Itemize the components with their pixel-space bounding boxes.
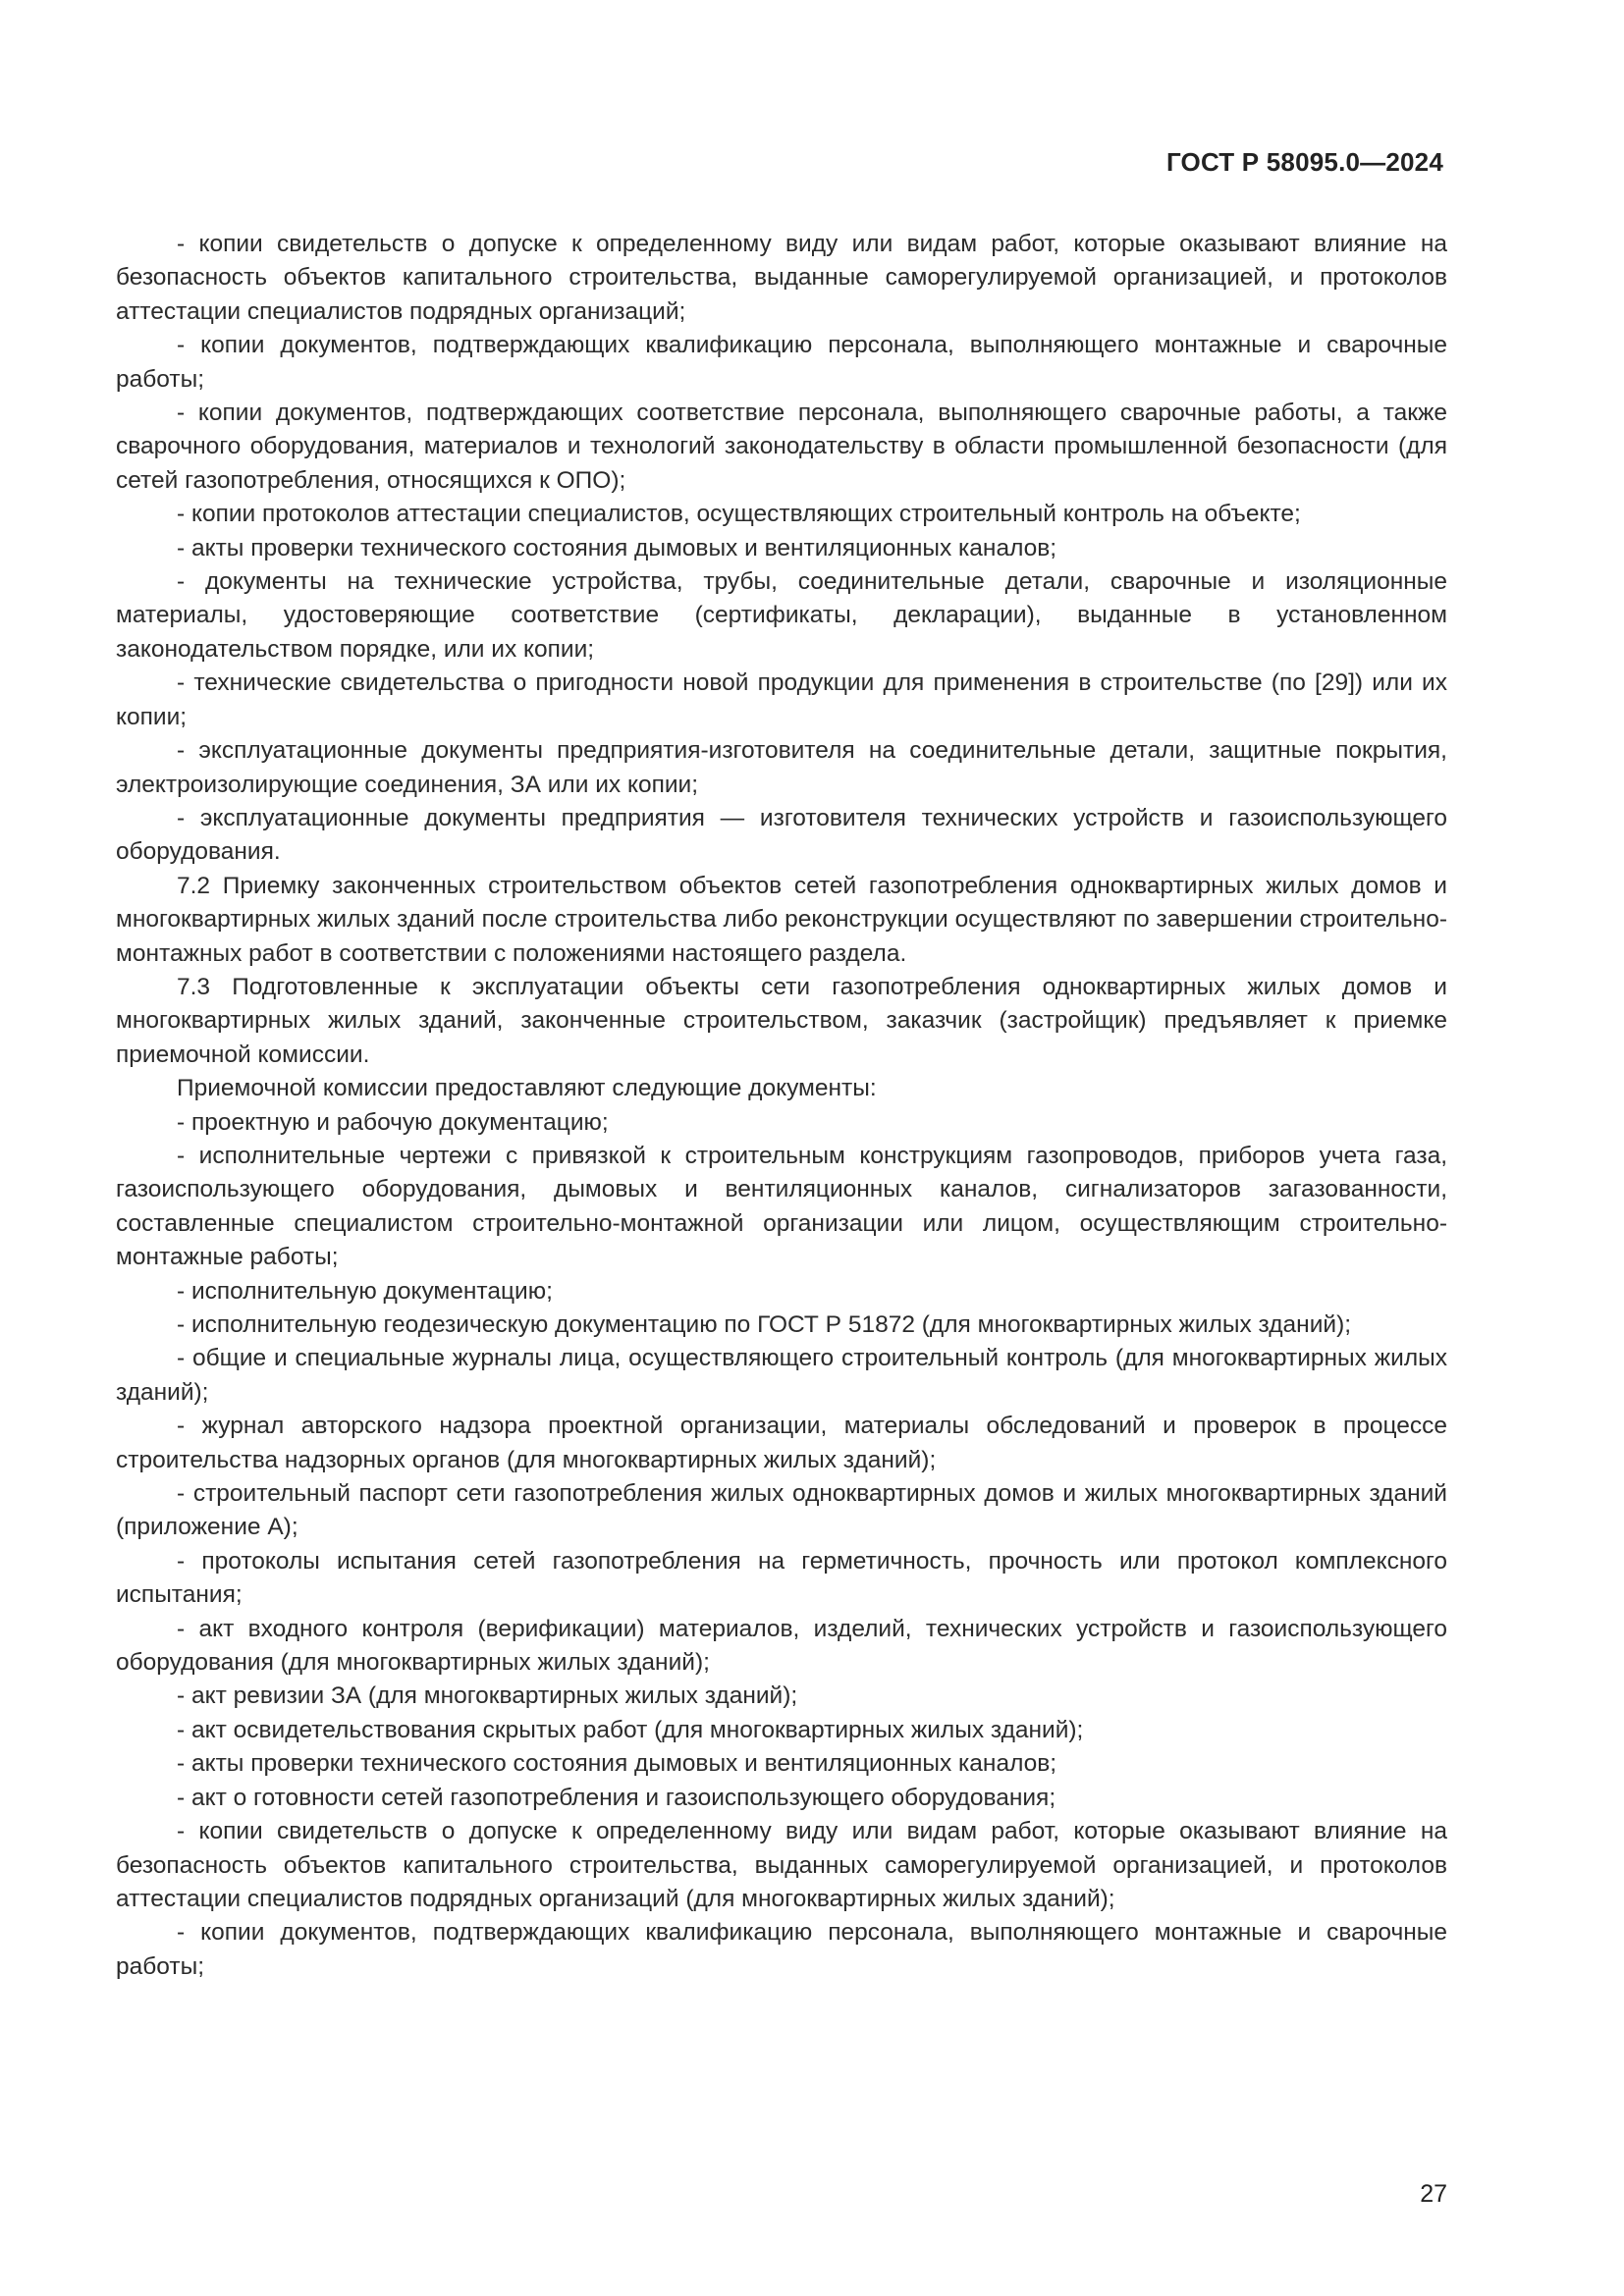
list-item: - общие и специальные журналы лица, осуществляющего строительный контроль (для многоквартирных жилых зданий); (116, 1345, 1447, 1406)
list-item: - акт ревизии ЗА (для многоквартирных жилых зданий); (177, 1682, 798, 1710)
documents-intro: Приемочной комиссии предоставляют следующие документы: (177, 1075, 877, 1102)
list-item: - акт о готовности сетей газопотребления и газоиспользующего оборудования; (177, 1784, 1056, 1811)
list-item: - акты проверки технического состояния дымовых и вентиляционных каналов; (177, 534, 1057, 561)
list-item: - технические свидетельства о пригодности новой продукции для применения в строительстве (по [29]) или их копии; (116, 669, 1447, 730)
list-item: - копии документов, подтверждающих соответствие персонала, выполняющего сварочные работы, а также сварочного оборудования, материалов и технологий законодательству в области промышленной безопасности (для сетей газопотребления, относящихся к ОПО); (116, 400, 1447, 494)
list-item: - журнал авторского надзора проектной организации, материалы обследований и проверок в процессе строительства надзорных органов (для многоквартирных жилых зданий); (116, 1413, 1447, 1473)
list-item: - документы на технические устройства, трубы, соединительные детали, сварочные и изоляционные материалы, удостоверяющие соответствие (сертификаты, декларации), выданные в установленном законодательством порядке, или их копии; (116, 568, 1447, 663)
list-item: - эксплуатационные документы предприятия-изготовителя на соединительные детали, защитные покрытия, электроизолирующие соединения, ЗА или их копии; (116, 737, 1447, 798)
list-item: - проектную и рабочую документацию; (177, 1108, 609, 1136)
document-body (116, 228, 1447, 1984)
list-item: - акт входного контроля (верификации) материалов, изделий, технических устройств и газоиспользующего оборудования (для многоквартирных жилых зданий); (116, 1615, 1447, 1677)
clause-7-2: 7.2 Приемку законченных строительством объектов сетей газопотребления одноквартирных жилых домов и многоквартирных жилых зданий после строительства либо реконструкции осуществляют по завершении строительно-монтажных работ в соответствии с положениями настоящего раздела. (116, 872, 1447, 967)
list-item: - копии документов, подтверждающих квалификацию персонала, выполняющего монтажные и сварочные работы; (116, 332, 1447, 393)
list-item: - исполнительную геодезическую документацию по ГОСТ Р 51872 (для многоквартирных жилых зданий); (177, 1311, 1352, 1338)
list-item: - акты проверки технического состояния дымовых и вентиляционных каналов; (177, 1750, 1057, 1778)
list-item: - протоколы испытания сетей газопотребления на герметичность, прочность или протокол комплексного испытания; (116, 1547, 1447, 1609)
list-item: - строительный паспорт сети газопотребления жилых одноквартирных домов и жилых многоквартирных зданий (приложение А); (116, 1480, 1447, 1541)
list-item: - исполнительные чертежи с привязкой к строительным конструкциям газопроводов, приборов учета газа, газоиспользующего оборудования, дымовых и вентиляционных каналов, сигнализаторов загазованности, составленные специалистом строительно-монтажной организации или лицом, осуществляющим строительно-монтажные работы; (116, 1142, 1447, 1271)
list-item: - исполнительную документацию; (177, 1277, 553, 1305)
list-item: - эксплуатационные документы предприятия — изготовителя технических устройств и газоиспользующего оборудования. (116, 804, 1447, 866)
list-item: - копии протоколов аттестации специалистов, осуществляющих строительный контроль на объекте; (177, 501, 1301, 528)
list-item: - акт освидетельствования скрытых работ (для многоквартирных жилых зданий); (177, 1716, 1084, 1743)
clause-7-3: 7.3 Подготовленные к эксплуатации объекты сети газопотребления одноквартирных жилых домов и многоквартирных жилых зданий, законченные строительством, заказчик (застройщик) предъявляет к приемке приемочной комиссии. (116, 973, 1447, 1068)
list-item: - копии свидетельств о допуске к определенному виду или видам работ, которые оказывают влияние на безопасность объектов капитального строительства, выданные саморегулируемой организацией, и протоколов аттестации специалистов подрядных организаций; (116, 231, 1447, 325)
list-item: - копии документов, подтверждающих квалификацию персонала, выполняющего монтажные и сварочные работы; (116, 1919, 1447, 1980)
page-number: 27 (1420, 2180, 1447, 2208)
list-item: - копии свидетельств о допуске к определенному виду или видам работ, которые оказывают влияние на безопасность объектов капитального строительства, выданных саморегулируемой организацией, и протоколов аттестации специалистов подрядных организаций (для многоквартирных жилых зданий); (116, 1818, 1447, 1912)
standard-code-header: ГОСТ Р 58095.0—2024 (1165, 147, 1443, 177)
